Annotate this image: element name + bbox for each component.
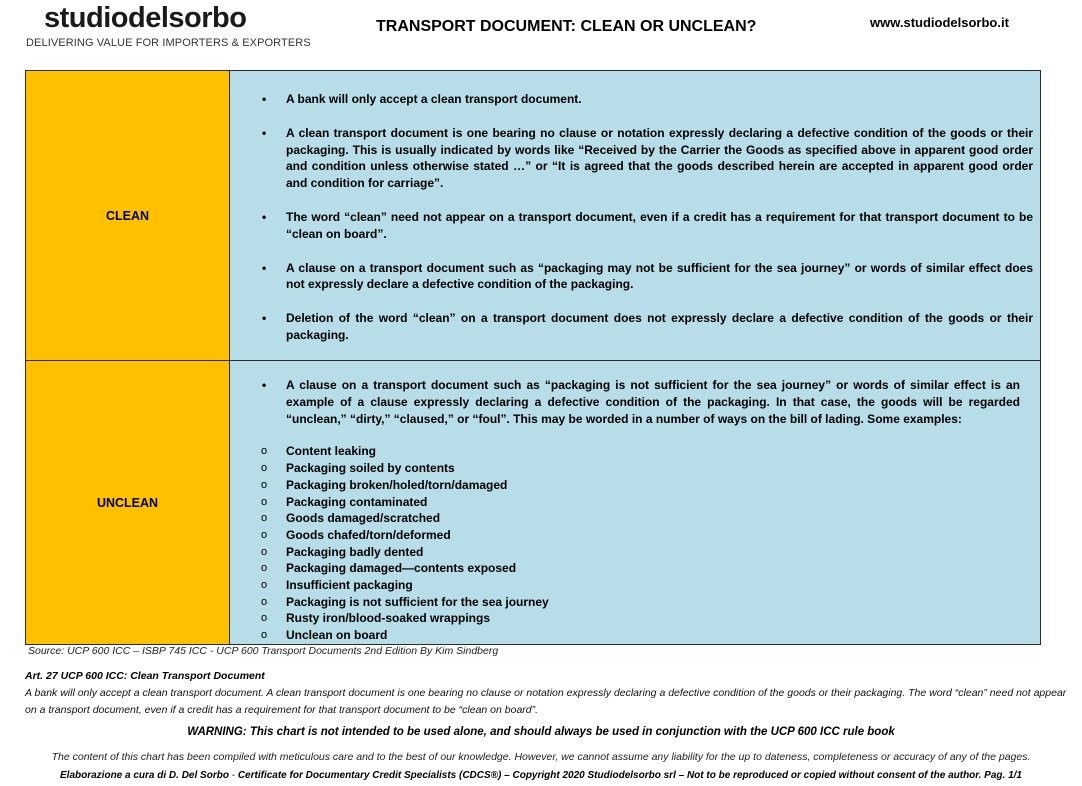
bullet-text: The word “clean” need not appear on a transport document, even if a credit has a requirement for that transport document to be “clean on board”. <box>286 209 1033 241</box>
unclean-bullet-list <box>230 361 1040 427</box>
clean-bullet-list <box>230 71 1040 344</box>
example-text: Packaging contaminated <box>286 494 428 509</box>
logo <box>26 2 311 50</box>
logo-tagline: DELIVERING VALUE FOR IMPORTERS & EXPORTERS <box>26 37 311 49</box>
circle-bullet-icon: o <box>261 579 268 592</box>
circle-bullet-icon: o <box>261 462 268 475</box>
example-text: Goods chafed/torn/deformed <box>286 527 451 542</box>
circle-bullet-icon: o <box>261 512 268 525</box>
list-item <box>230 125 1040 192</box>
example-text: Unclean on board <box>286 628 388 643</box>
bullet-text: A clause on a transport document such as “packaging may not be sufficient for the sea journey” or words of similar effect does not expressly declare a defective condition of the packaging. <box>286 260 1033 292</box>
source-note: Source: UCP 600 ICC – ISBP 745 ICC - UCP 600 Transport Documents 2nd Edition By Kim Sindberg <box>28 645 499 657</box>
bullet-icon: • <box>262 209 267 224</box>
example-item <box>230 627 1040 644</box>
unclean-examples-list <box>230 443 1040 643</box>
website-link[interactable]: www.studiodelsorbo.it <box>870 15 1009 30</box>
page-title: TRANSPORT DOCUMENT: CLEAN OR UNCLEAN? <box>376 18 757 35</box>
example-item <box>230 544 1040 561</box>
clean-content-cell <box>230 71 1041 361</box>
example-item <box>230 560 1040 577</box>
example-text: Content leaking <box>286 444 377 459</box>
example-text: Insufficient packaging <box>286 578 413 593</box>
article-title: Art. 27 UCP 600 ICC: Clean Transport Document <box>25 670 265 682</box>
circle-bullet-icon: o <box>261 495 268 508</box>
bullet-text: A clause on a transport document such as “packaging is not sufficient for the sea journey” or words of similar effect is an example of a clause expressly declaring a defective condition of the packaging. In that case, the goods will be regarded “unclean,” “dirty,” “claused,” or “foul”. This may be worded in a number of ways on the bill of lading. Some examples: <box>286 378 1020 426</box>
list-item <box>230 260 1040 294</box>
circle-bullet-icon: o <box>261 562 268 575</box>
bullet-icon: • <box>262 125 267 140</box>
circle-bullet-icon: o <box>261 478 268 491</box>
warning-text: WARNING: This chart is not intended to be used alone, and should always be used in conjunction with the UCP 600 ICC rule book <box>187 726 895 738</box>
example-text: Goods damaged/scratched <box>286 511 441 526</box>
circle-bullet-icon: o <box>261 528 268 541</box>
example-item <box>230 527 1040 544</box>
circle-bullet-icon: o <box>261 595 268 608</box>
example-item <box>230 460 1040 477</box>
bullet-text: A clean transport document is one bearing no clause or notation expressly declaring a defective condition of the goods or their packaging. This is usually indicated by words like “Received by the Carrier the Goods as specified above in apparent good order and condition unless otherwise stated …” or “It is agreed that the goods described herein are accepted in apparent good order and condition for carriage”. <box>286 125 1033 191</box>
table-row-clean <box>26 71 1041 361</box>
bullet-text: Deletion of the word “clean” on a transport document does not expressly declare a defective condition of the goods or their packaging. <box>286 311 1033 342</box>
bullet-icon: • <box>262 311 267 326</box>
example-item <box>230 443 1040 460</box>
example-item <box>230 577 1040 594</box>
example-text: Rusty iron/blood-soaked wrappings <box>286 611 491 626</box>
clean-label-cell <box>26 71 230 361</box>
credits-line <box>0 770 1082 781</box>
example-text: Packaging damaged—contents exposed <box>286 561 517 576</box>
disclaimer-text: The content of this chart has been compiled with meticulous care and to the best of our knowledge. However, we cannot assume any liability for the up to dateness, completeness or accuracy of any of the pages. <box>51 751 1031 763</box>
example-text: Packaging badly dented <box>286 544 424 559</box>
bullet-icon: • <box>262 260 267 275</box>
list-item <box>230 310 1040 344</box>
example-item <box>230 477 1040 494</box>
credit-separator: - <box>228 770 238 781</box>
circle-bullet-icon: o <box>261 545 268 558</box>
unclean-label: UNCLEAN <box>96 495 159 510</box>
circle-bullet-icon: o <box>261 612 268 625</box>
circle-bullet-icon: o <box>261 629 268 642</box>
credit-copyright: Certificate for Documentary Credit Specialists (CDCS®) – Copyright 2020 Studiodelsorbo srl – Not to be reproduced or copied without consent of the author. Pag. 1/1 <box>237 770 1022 781</box>
list-item <box>230 209 1040 243</box>
bullet-icon: • <box>262 92 267 106</box>
article-text: A bank will only accept a clean transport document. A clean transport document is one bearing no clause or notation expressly declaring a defective condition of the goods or their packaging. The word “clean” need not appear on a transport document, even if a credit has a requirement for that transport document to be “clean on board”. <box>25 687 1067 716</box>
list-item <box>230 91 1040 108</box>
logo-name: studiodelsorbo <box>44 2 247 34</box>
circle-bullet-icon: o <box>261 445 268 458</box>
example-text: Packaging is not sufficient for the sea journey <box>286 594 549 609</box>
clean-unclean-table <box>25 70 1041 645</box>
example-item <box>230 610 1040 627</box>
bullet-text: A bank will only accept a clean transport document. <box>286 92 582 106</box>
example-item <box>230 510 1040 527</box>
clean-label: CLEAN <box>105 208 150 223</box>
example-text: Packaging broken/holed/torn/damaged <box>286 477 508 492</box>
example-text: Packaging soiled by contents <box>286 461 455 476</box>
credit-author: Elaborazione a cura di D. Del Sorbo <box>60 770 229 781</box>
unclean-content-cell <box>230 361 1041 645</box>
list-item <box>230 377 1040 427</box>
example-item <box>230 594 1040 611</box>
example-item <box>230 494 1040 511</box>
table-row-unclean <box>26 361 1041 645</box>
bullet-icon: • <box>262 378 267 392</box>
unclean-label-cell <box>26 361 230 645</box>
